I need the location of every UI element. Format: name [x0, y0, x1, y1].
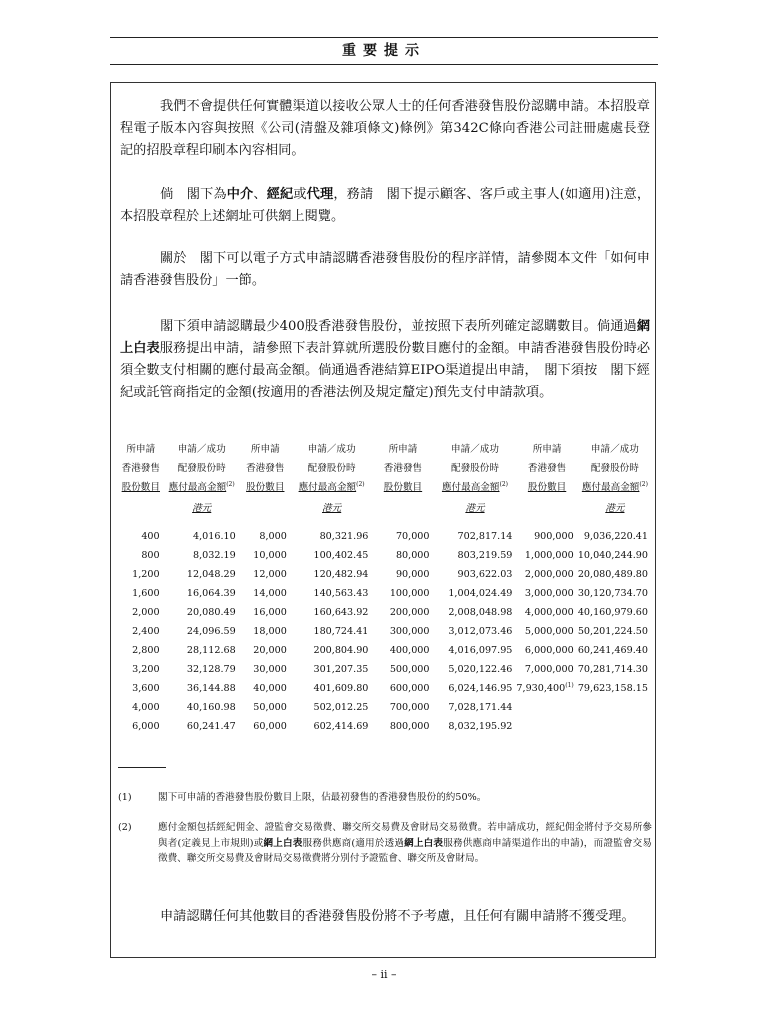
shares-cell: 5,000,000: [524, 626, 574, 637]
share-amount-table: [118, 440, 652, 736]
shares-cell: 400: [141, 531, 160, 542]
amount-cell: 24,096.59: [186, 626, 236, 637]
header-top-rule: [110, 37, 658, 38]
header-max-amount: 申請／成功 配發股份時 應付最高金額$^{(2)}$: [441, 444, 508, 493]
shares-cell: 6,000,000: [524, 645, 574, 656]
shares-cell: 200,000: [389, 607, 430, 618]
shares-cell: 2,000,000: [524, 569, 574, 580]
header-max-amount: 申請／成功 配發股份時 應付最高金額$^{(2)}$: [581, 444, 648, 493]
table-row: [118, 584, 652, 603]
amount-cell: 70,281,714.30: [577, 664, 648, 675]
shares-cell: 900,000: [534, 531, 574, 542]
shares-cell: 700,000: [389, 702, 430, 713]
shares-cell: 50,000: [253, 702, 287, 713]
paragraph-procedures: 關於 閣下可以電子方式申請認購香港發售股份的程序詳情，請參閱本文件「如何申請香港發售股份」一節。: [120, 251, 650, 288]
amount-cell: 4,016.10: [193, 531, 236, 542]
shares-cell: 3,600: [132, 683, 160, 694]
currency-unit: 港元: [465, 502, 485, 514]
header-shares-applied: 所申請 香港發售 股份數目: [383, 444, 423, 493]
currency-unit: 港元: [192, 502, 212, 514]
amount-cell: 40,160.98: [186, 702, 236, 713]
amount-cell: 28,112.68: [186, 645, 236, 656]
shares-cell: 80,000: [395, 550, 430, 561]
header-max-amount: 申請／成功 配發股份時 應付最高金額$^{(2)}$: [298, 444, 365, 493]
shares-cell: 14,000: [253, 588, 287, 599]
amount-cell: 30,120,734.70: [577, 588, 648, 599]
shares-cell: 1,000,000: [524, 550, 574, 561]
shares-cell: [516, 698, 577, 717]
amount-cell: 6,024,146.95: [448, 683, 513, 694]
amount-cell: 4,016,097.95: [448, 645, 513, 656]
amount-cell: 9,036,220.41: [583, 531, 648, 542]
table-row: [118, 565, 652, 584]
table-row: [118, 679, 652, 698]
table-row: [118, 717, 652, 736]
shares-cell: 4,000: [132, 702, 160, 713]
currency-unit: 港元: [322, 502, 342, 514]
table-row: [118, 603, 652, 622]
amount-cell: 36,144.88: [186, 683, 236, 694]
shares-cell: 30,000: [253, 664, 287, 675]
shares-cell: 10,000: [253, 550, 287, 561]
amount-cell: 5,020,122.46: [448, 664, 513, 675]
paragraph-intermediaries: 倘 閣下為中介、經紀或代理，務請 閣下提示顧客、客戶或主事人(如適用)注意，本招股章程於上述網址可供網上閱覽。: [120, 187, 651, 224]
shares-cell: 16,000: [253, 607, 287, 618]
amount-cell: 3,012,073.46: [448, 626, 513, 637]
paragraph-other-amounts: 申請認購任何其他數目的香港發售股份將不予考慮，且任何有關申請將不獲受理。: [160, 909, 635, 924]
table-row: [118, 546, 652, 565]
shares-cell: 3,200: [132, 664, 160, 675]
shares-cell: 2,400: [132, 626, 160, 637]
table-row: [118, 660, 652, 679]
amount-cell: 32,128.79: [186, 664, 236, 675]
amount-cell: 60,241.47: [186, 721, 236, 732]
shares-cell: 800,000: [389, 721, 430, 732]
shares-cell: 300,000: [389, 626, 430, 637]
header-shares-applied: 所申請 香港發售 股份數目: [246, 444, 285, 493]
amount-cell: [578, 698, 652, 717]
page-number: – ii –: [371, 968, 397, 981]
amount-cell: 140,563.43: [313, 588, 369, 599]
amount-cell: 120,482.94: [313, 569, 369, 580]
amount-cell: 200,804.90: [313, 645, 369, 656]
amount-cell: 40,160,979.60: [577, 607, 648, 618]
shares-cell: 60,000: [253, 721, 287, 732]
paragraph-minimum-application: 閣下須申請認購最少400股香港發售股份，並按照下表所列確定認購數目。倘通過網上白表服務提出申請，請參照下表計算就所選股份數目應付的金額。申請香港發售股份時必須全數支付相關的應付最高金額。倘通過香港結算EIPO渠道提出申請， 閣下須按 閣下經紀或託管商指定的金額(按適用的香港法例及規定釐定)預先支付申請款項。: [120, 319, 651, 400]
shares-cell: 18,000: [253, 626, 287, 637]
amount-cell: 8,032.19: [193, 550, 236, 561]
shares-cell: 1,600: [132, 588, 160, 599]
amount-cell: 1,004,024.49: [448, 588, 513, 599]
paragraph-electronic-version: 我們不會提供任何實體渠道以接收公眾人士的任何香港發售股份認購申請。本招股章程電子版本內容與按照《公司(清盤及雜項條文)條例》第342C條向香港公司註冊處處長登記的招股章程印刷本內容相同。: [120, 99, 650, 158]
table-header-row: [118, 440, 652, 497]
shares-cell: 2,000: [132, 607, 160, 618]
shares-cell: 7,000,000: [524, 664, 574, 675]
shares-cell: 90,000: [395, 569, 430, 580]
amount-cell: 100,402.45: [313, 550, 369, 561]
shares-cell: 400,000: [389, 645, 430, 656]
amount-cell: 160,643.92: [313, 607, 369, 618]
amount-cell: 16,064.39: [186, 588, 236, 599]
header-max-amount: 申請／成功 配發股份時 應付最高金額$^{(2)}$: [168, 444, 235, 493]
footnote-text: 應付金額包括經紀佣金、證監會交易徵費、聯交所交易費及會財局交易徵費。若申請成功，經紀佣金將付予交易所參與者(定義見上市規則)或網上白表服務供應商(適用於透過網上白表服務供應商申請渠道作出的申請)，而證監會交易徵費、聯交所交易費及會財局交易徵費將分別付予證監會、聯交所及會財局。: [158, 822, 652, 864]
amount-cell: 79,623,158.15: [577, 683, 648, 694]
shares-cell: 20,000: [253, 645, 287, 656]
header-bottom-rule: [110, 64, 658, 65]
shares-cell: 100,000: [389, 588, 430, 599]
footnote-marker: (1): [565, 681, 574, 689]
amount-cell: 20,080.49: [186, 607, 236, 618]
shares-cell: 1,200: [132, 569, 160, 580]
header-shares-applied: 所申請 香港發售 股份數目: [527, 444, 567, 493]
footnote-number: (1): [118, 792, 132, 803]
amount-cell: 180,724.41: [313, 626, 369, 637]
shares-cell: 4,000,000: [524, 607, 574, 618]
amount-cell: 502,012.25: [313, 702, 369, 713]
amount-cell: 8,032,195.92: [448, 721, 513, 732]
amount-cell: 80,321.96: [319, 531, 369, 542]
header-shares-applied: 所申請 香港發售 股份數目: [121, 444, 160, 493]
shares-cell: 3,000,000: [524, 588, 574, 599]
amount-cell: [578, 717, 652, 736]
page-header-title: 重要提示: [342, 43, 426, 59]
amount-cell: 20,080,489.80: [577, 569, 648, 580]
shares-cell: 7,930,400$^{(1)}$: [516, 681, 574, 694]
amount-cell: 702,817.14: [457, 531, 513, 542]
amount-cell: 401,609.80: [313, 683, 369, 694]
shares-cell: 800: [141, 550, 160, 561]
footnote-2: [118, 820, 652, 867]
shares-cell: 8,000: [259, 531, 287, 542]
table-row: [118, 641, 652, 660]
amount-cell: 903,622.03: [457, 569, 513, 580]
amount-cell: 50,201,224.50: [577, 626, 648, 637]
table-row: [118, 622, 652, 641]
currency-unit: 港元: [605, 502, 625, 514]
shares-cell: 2,800: [132, 645, 160, 656]
amount-cell: 301,207.35: [313, 664, 369, 675]
shares-cell: 6,000: [132, 721, 160, 732]
table-row: [118, 527, 652, 546]
shares-cell: [516, 717, 577, 736]
footnote-rule: [118, 767, 166, 768]
amount-cell: 7,028,171.44: [448, 702, 513, 713]
shares-cell: 600,000: [389, 683, 430, 694]
amount-cell: 602,414.69: [313, 721, 369, 732]
amount-cell: 2,008,048.98: [448, 607, 513, 618]
amount-cell: 803,219.59: [457, 550, 513, 561]
footnote-text: 閣下可申請的香港發售股份數目上限，佔最初發售的香港發售股份的約50%。: [158, 792, 487, 803]
table-row: [118, 698, 652, 717]
amount-cell: 60,241,469.40: [577, 645, 648, 656]
currency-unit-row: [118, 497, 652, 519]
footnote-1: [118, 790, 652, 806]
shares-cell: 40,000: [253, 683, 287, 694]
shares-cell: 12,000: [253, 569, 287, 580]
amount-cell: 10,040,244.90: [577, 550, 648, 561]
shares-cell: 500,000: [389, 664, 430, 675]
amount-cell: 12,048.29: [186, 569, 236, 580]
footnote-number: (2): [118, 822, 132, 833]
shares-cell: 70,000: [395, 531, 430, 542]
